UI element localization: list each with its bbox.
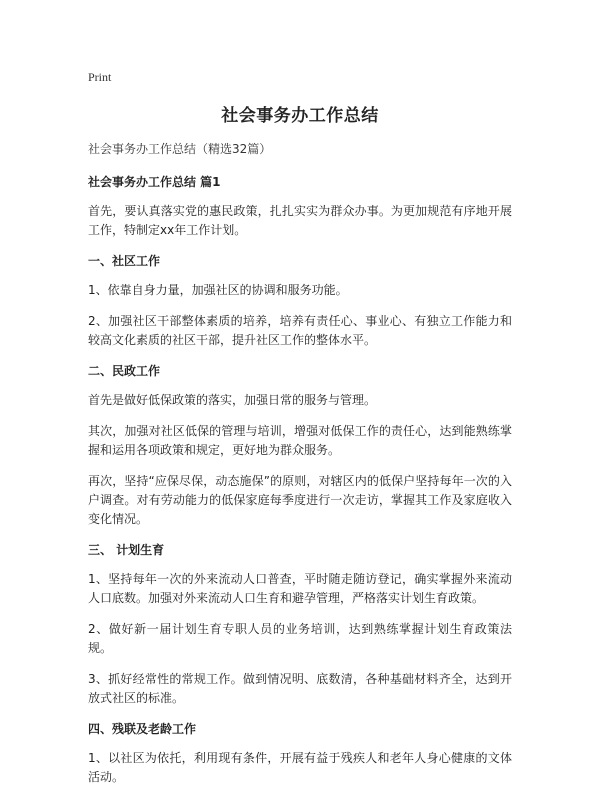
print-label: Print [88,70,112,84]
section-heading-community: 一、社区工作 [88,254,161,268]
intro-paragraph: 首先，要认真落实党的惠民政策，扎扎实实为群众办事。为更加规范有序地开展工作，特制定xx年工作计划。 [88,204,512,237]
paragraph: 3、抓好经常性的常规工作。做到情况明、底数清，各种基础材料齐全，达到开放式社区的标准。 [88,672,512,705]
paragraph: 1、坚持每年一次的外来流动人口普查，平时随走随访登记，确实掌握外来流动人口底数。加强对外来流动人口生育和避孕管理，严格落实计划生育政策。 [88,572,512,605]
section-heading-disability-elderly: 四、残联及老龄工作 [88,722,197,736]
section-heading-civil-affairs: 二、民政工作 [88,364,161,378]
document-title: 社会事务办工作总结 [221,106,379,126]
paragraph: 2、加强社区干部整体素质的培养，培养有责任心、事业心、有独立工作能力和较高文化素质的社区干部，提升社区工作的整体水平。 [88,314,512,347]
section-heading-family-planning: 三、 计划生育 [88,543,165,557]
paragraph: 1、以社区为依托，利用现有条件，开展有益于残疾人和老年人身心健康的文体活动。 [88,751,512,784]
paragraph: 2、做好新一届计划生育专职人员的业务培训，达到熟练掌握计划生育政策法规。 [88,622,512,655]
paragraph: 其次，加强对社区低保的管理与培训，增强对低保工作的责任心，达到能熟练掌握和运用各项政策和规定，更好地为群众服务。 [88,424,512,457]
article-section-title: 社会事务办工作总结 篇1 [88,175,221,189]
paragraph: 首先是做好低保政策的落实，加强日常的服务与管理。 [88,393,377,407]
paragraph: 1、依靠自身力量，加强社区的协调和服务功能。 [88,283,348,297]
document-subtitle: 社会事务办工作总结（精选32篇） [88,142,272,156]
paragraph: 再次，坚持“应保尽保，动态施保”的原则，对辖区内的低保户坚持每年一次的入户调查。对有劳动能力的低保家庭每季度进行一次走访，掌握其工作及家庭收入变化情况。 [88,474,512,526]
